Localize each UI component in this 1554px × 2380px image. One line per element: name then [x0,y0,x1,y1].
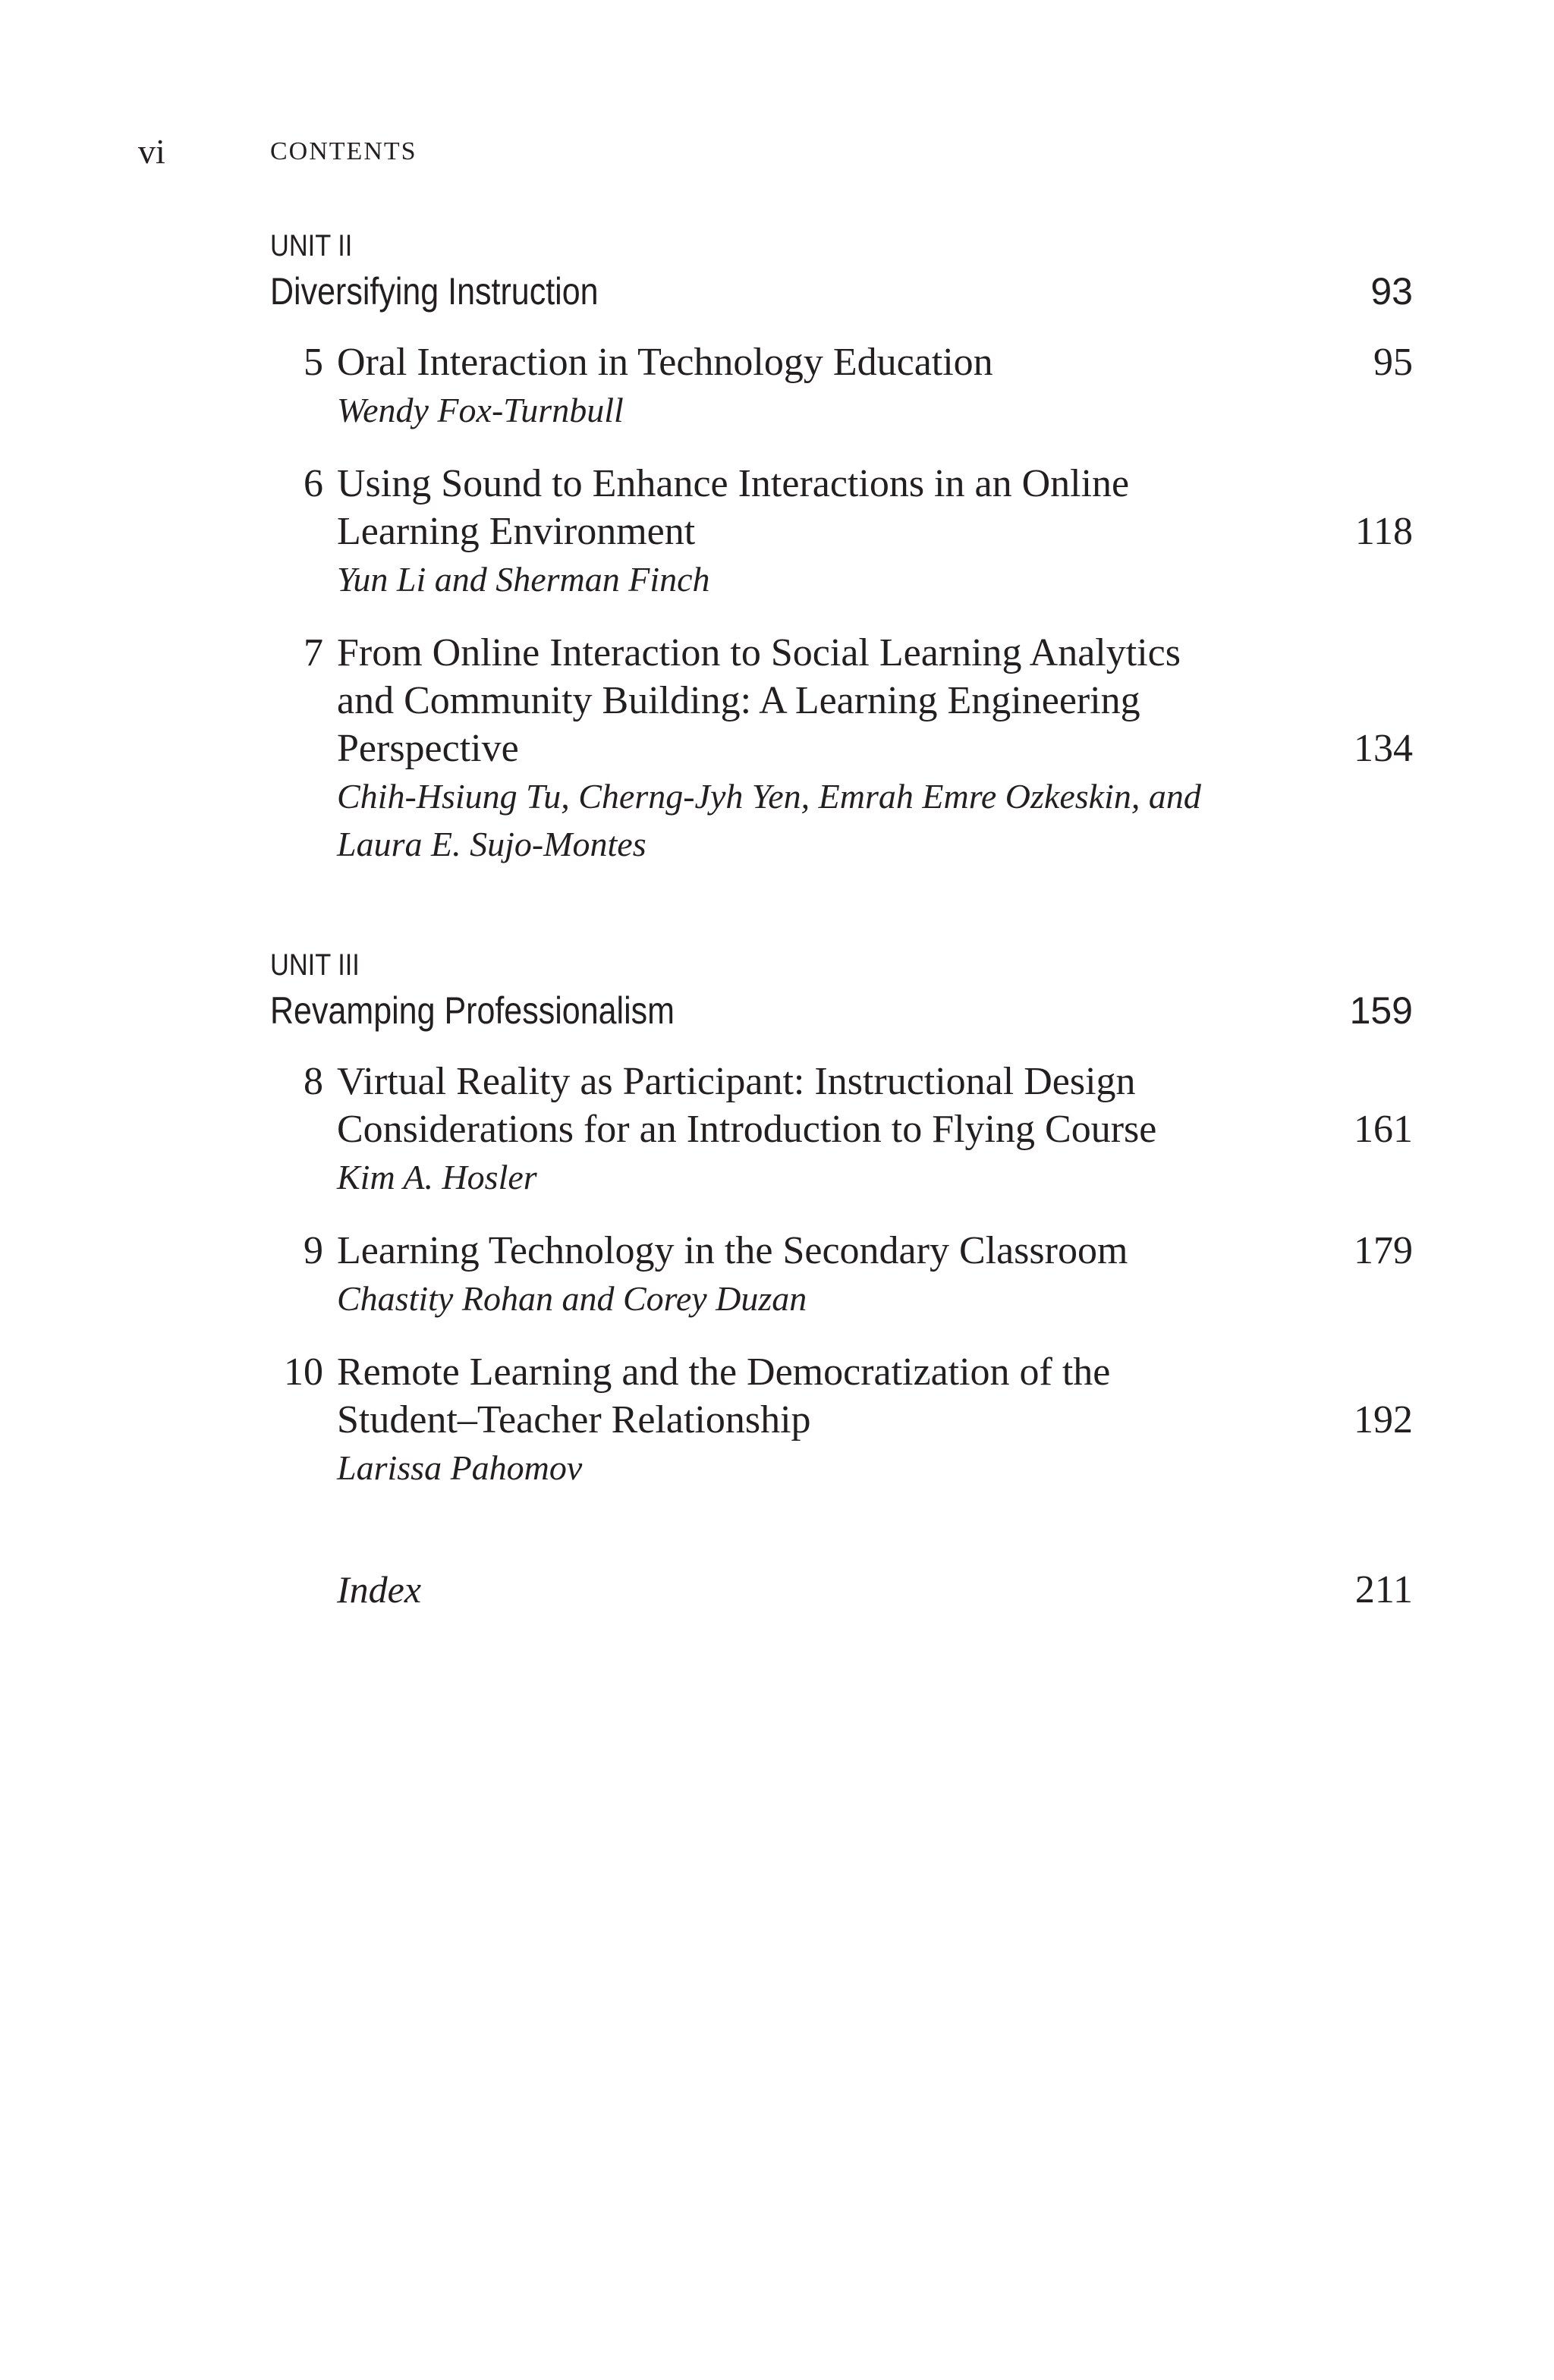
toc-entry-chapter[interactable] [270,1058,1413,1201]
running-head-title: CONTENTS [270,137,417,165]
chapter-title-line: Perspective [337,727,519,770]
unit-heading[interactable] [270,986,1413,1035]
toc-entry-chapter[interactable] [270,629,1413,868]
chapter-authors [337,772,1261,868]
unit-title: Revamping Professionalism [270,989,675,1032]
chapter-authors [337,1153,1261,1201]
chapter-number: 7 [304,631,323,674]
unit-label: UNIT II [270,229,353,263]
chapter-author-line: Kim A. Hosler [337,1158,537,1196]
index-page-number: 211 [1354,1568,1413,1611]
chapter-page-number: 161 [1354,1108,1413,1151]
chapter-author-line: Yun Li and Sherman Finch [337,560,710,599]
chapter-title-line: Using Sound to Enhance Interactions in an Online [337,462,1130,505]
chapter-number: 6 [304,462,323,505]
chapter-title [337,1058,1261,1153]
chapter-number: 10 [284,1350,323,1394]
unit-page-number: 93 [1370,270,1413,313]
chapter-author-line: Chih-Hsiung Tu, Cherng-Jyh Yen, Emrah Emre Ozkeskin, and [337,777,1201,816]
chapter-page-number: 179 [1354,1229,1413,1272]
chapter-title [337,629,1261,772]
chapter-author-line: Laura E. Sujo-Montes [337,825,646,863]
chapter-title-line: and Community Building: A Learning Engineering [337,679,1140,722]
chapter-list [270,1058,1413,1492]
chapter-page-number: 118 [1354,510,1413,553]
chapter-title-line: Learning Environment [337,510,696,553]
chapter-number: 8 [304,1060,323,1103]
chapter-page-number: 95 [1373,341,1413,384]
chapter-title-line: Remote Learning and the Democratization of the [337,1350,1111,1394]
chapter-title-line: Oral Interaction in Technology Education [337,341,993,384]
chapter-authors [337,386,1261,434]
unit-page-number: 159 [1349,989,1413,1032]
chapter-authors [337,555,1261,603]
chapter-page-number: 134 [1354,727,1413,770]
chapter-title [337,1348,1261,1444]
chapter-title-line: From Online Interaction to Social Learning Analytics [337,631,1181,674]
chapter-list [270,338,1413,868]
chapter-authors [337,1444,1261,1492]
unit-heading[interactable] [270,267,1413,316]
chapter-page-number: 192 [1354,1398,1413,1442]
chapter-author-line: Larissa Pahomov [337,1448,583,1487]
chapter-title [337,1227,1261,1275]
chapter-title-line: Student–Teacher Relationship [337,1398,811,1442]
chapter-author-line: Chastity Rohan and Corey Duzan [337,1279,807,1318]
unit-section [270,228,1413,868]
chapter-number: 5 [304,341,323,384]
toc-entry-chapter[interactable] [270,1227,1413,1322]
unit-section [270,947,1413,1492]
chapter-title [337,460,1261,555]
toc-entry-chapter[interactable] [270,338,1413,434]
chapter-authors [337,1275,1261,1322]
chapter-author-line: Wendy Fox-Turnbull [337,391,624,429]
toc-entry-chapter[interactable] [270,460,1413,603]
toc-entry-index[interactable] [337,1566,1413,1614]
chapter-title-line: Learning Technology in the Secondary Classroom [337,1229,1128,1272]
index-label: Index [337,1568,422,1611]
unit-title: Diversifying Instruction [270,270,599,313]
chapter-title-line: Considerations for an Introduction to Flying Course [337,1108,1157,1151]
unit-label: UNIT III [270,948,360,982]
chapter-title-line: Virtual Reality as Participant: Instructional Design [337,1060,1136,1103]
chapter-number: 9 [304,1229,323,1272]
toc-entry-chapter[interactable] [270,1348,1413,1492]
chapter-title [337,338,1261,386]
page-folio: vi [138,132,165,171]
